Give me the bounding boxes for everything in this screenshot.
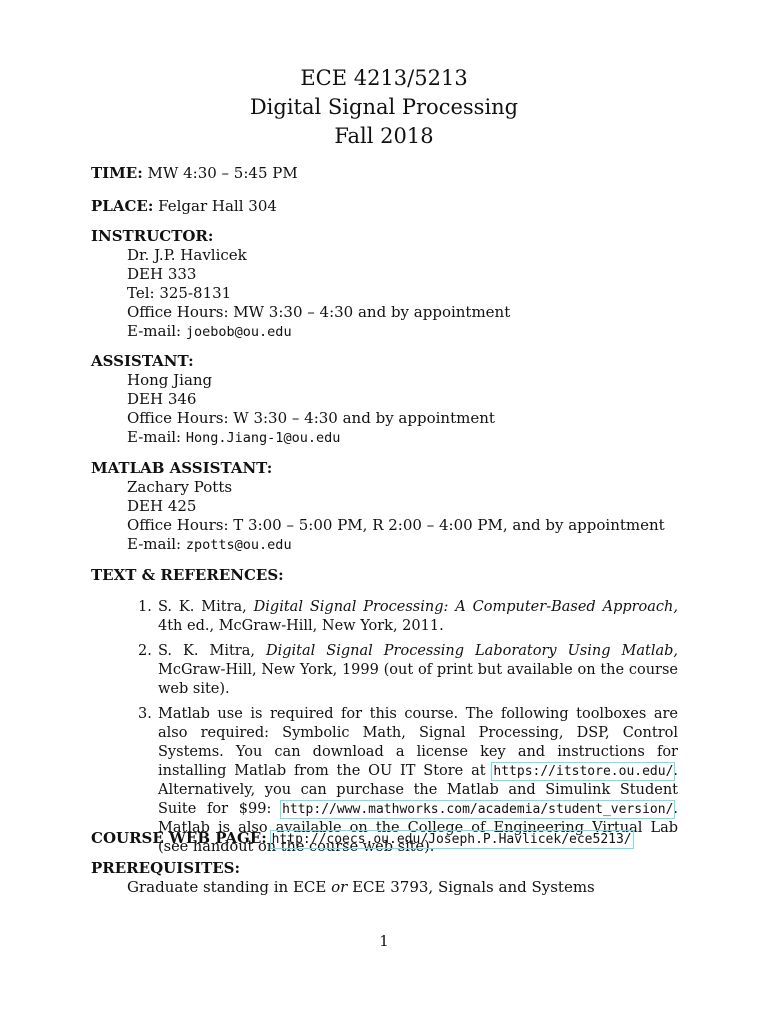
reference-number: 1. xyxy=(138,599,152,615)
references-list xyxy=(138,598,678,863)
page-number: 1 xyxy=(379,932,389,950)
place-label: PLACE: xyxy=(91,197,154,215)
course-term: Fall 2018 xyxy=(334,124,434,148)
reference-author: S. K. Mitra, xyxy=(158,643,255,659)
assistant-email[interactable]: Hong.Jiang-1@ou.edu xyxy=(185,430,341,446)
reference-details: McGraw-Hill, New York, 1999 (out of print but available on the course web site). xyxy=(158,662,678,697)
instructor-name: Dr. J.P. Havlicek xyxy=(127,246,247,264)
assistant-section xyxy=(91,352,495,448)
reference-item xyxy=(138,598,678,636)
mathworks-link[interactable]: http://www.mathworks.com/academia/student_version/ xyxy=(282,802,674,817)
prerequisites-or: or xyxy=(331,878,348,896)
assistant-label: ASSISTANT: xyxy=(91,352,194,370)
reference-text: . Alternatively, you can purchase the Matlab and Simulink Student Suite for $99: xyxy=(158,763,679,817)
instructor-tel: Tel: 325-8131 xyxy=(127,284,232,302)
reference-item xyxy=(138,642,678,699)
assistant-hours: Office Hours: W 3:30 – 4:30 and by appointment xyxy=(127,409,495,427)
prerequisites-label: PREREQUISITES: xyxy=(91,859,241,877)
matlab-assistant-label: MATLAB ASSISTANT: xyxy=(91,459,273,477)
instructor-email[interactable]: joebob@ou.edu xyxy=(185,324,292,340)
instructor-office: DEH 333 xyxy=(127,265,197,283)
web-page-label: COURSE WEB PAGE: xyxy=(91,829,267,847)
prerequisites-part: ECE 3793, Signals and Systems xyxy=(352,878,595,896)
matlab-assistant-office: DEH 425 xyxy=(127,497,197,515)
time-label: TIME: xyxy=(91,164,143,182)
reference-author: S. K. Mitra, xyxy=(158,599,247,615)
prerequisites-text xyxy=(91,878,595,897)
time-value: MW 4:30 – 5:45 PM xyxy=(147,164,298,182)
itstore-link[interactable]: https://itstore.ou.edu/ xyxy=(493,764,674,779)
document-title xyxy=(0,64,768,151)
instructor-email-line xyxy=(91,322,510,342)
web-page-section xyxy=(91,829,632,849)
instructor-email-prefix: E-mail: xyxy=(127,322,182,340)
course-number: ECE 4213/5213 xyxy=(300,66,468,90)
reference-details: 4th ed., McGraw-Hill, New York, 2011. xyxy=(158,618,444,634)
assistant-email-prefix: E-mail: xyxy=(127,428,182,446)
matlab-assistant-section xyxy=(91,459,665,555)
prerequisites-part: Graduate standing in ECE xyxy=(127,878,327,896)
matlab-assistant-hours: Office Hours: T 3:00 – 5:00 PM, R 2:00 – 4:00 PM, and by appointment xyxy=(127,516,665,534)
reference-number: 3. xyxy=(138,706,152,722)
prerequisites-section xyxy=(91,859,595,897)
assistant-email-line xyxy=(91,428,495,448)
reference-text: Matlab use is required for this course. The following toolboxes are also required: Symbolic Math, Signal Processing, DSP, Control Systems. You can download a license key and instructions for installing Matlab from the OU IT Store at xyxy=(158,706,678,779)
references-label: TEXT & REFERENCES: xyxy=(91,566,284,584)
instructor-section xyxy=(91,227,510,342)
place-value: Felgar Hall 304 xyxy=(158,197,277,215)
time-section xyxy=(91,164,298,183)
reference-number: 2. xyxy=(138,643,152,659)
reference-title: Digital Signal Processing Laboratory Using Matlab, xyxy=(266,643,679,659)
matlab-assistant-email-prefix: E-mail: xyxy=(127,535,182,553)
assistant-name: Hong Jiang xyxy=(127,371,213,389)
reference-text: . Matlab is also available on the College of Engineering Virtual Lab (see handout on the course web site). xyxy=(158,801,679,855)
reference-title: Digital Signal Processing: A Computer-Based Approach, xyxy=(253,599,679,615)
instructor-hours: Office Hours: MW 3:30 – 4:30 and by appointment xyxy=(127,303,511,321)
instructor-label: INSTRUCTOR: xyxy=(91,227,214,245)
references-heading-section xyxy=(91,566,284,585)
matlab-assistant-email[interactable]: zpotts@ou.edu xyxy=(185,537,292,553)
place-section xyxy=(91,197,277,216)
assistant-office: DEH 346 xyxy=(127,390,197,408)
matlab-assistant-email-line xyxy=(91,535,665,555)
course-name: Digital Signal Processing xyxy=(249,95,519,119)
matlab-assistant-name: Zachary Potts xyxy=(127,478,233,496)
course-web-page-link[interactable]: http://coecs.ou.edu/Joseph.P.Havlicek/ece5213/ xyxy=(271,832,632,847)
